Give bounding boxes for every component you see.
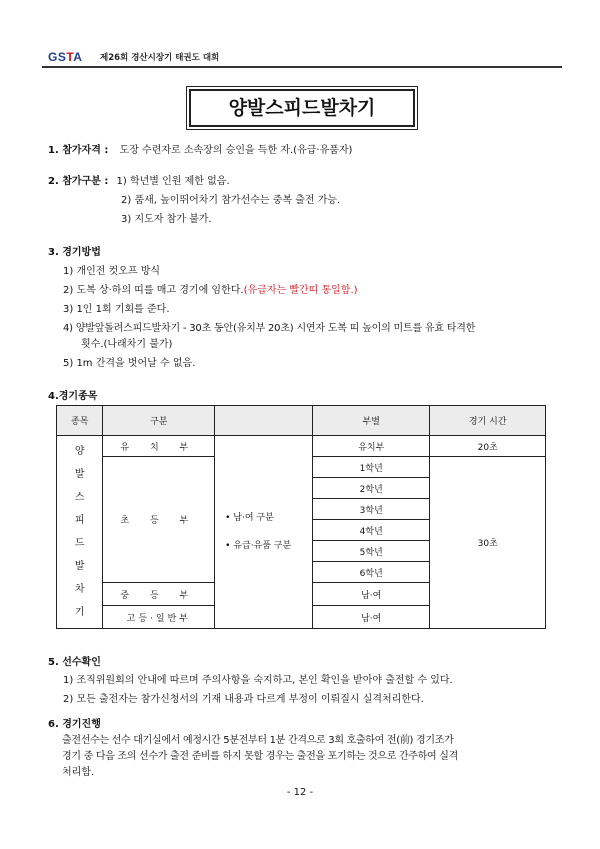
header-class: 부별 xyxy=(313,406,430,436)
grade-cell: 5학년 xyxy=(313,541,430,562)
event-char: 차 xyxy=(74,584,85,595)
division-middle: 중 등 부 xyxy=(103,583,215,606)
event-char: 피 xyxy=(74,515,85,526)
page-header xyxy=(42,44,562,70)
section-3-item-3: 3) 1인 1회 기회를 준다. xyxy=(63,304,170,315)
event-char: 발 xyxy=(74,469,85,480)
grade-cell: 유치부 xyxy=(313,436,430,457)
event-char: 스 xyxy=(74,492,85,503)
section-3-item-4-cont: 횟수.(나래차기 불가) xyxy=(81,339,173,350)
section-5-item-1: 1) 조직위원회의 안내에 따르며 주의사항을 숙지하고, 본인 확인을 받아야 출전할 수 있다. xyxy=(63,675,453,686)
division-notes xyxy=(215,436,313,629)
section-3-item-2 xyxy=(63,284,358,298)
grade-cell: 남·여 xyxy=(313,606,430,629)
event-char: 양 xyxy=(74,446,85,457)
event-name-cell xyxy=(57,436,103,629)
table-row xyxy=(57,436,546,457)
table-header-row xyxy=(57,406,546,436)
section-6-line-3: 처리함. xyxy=(62,767,95,778)
grade-cell: 3학년 xyxy=(313,499,430,520)
time-kinder: 20초 xyxy=(430,436,546,457)
division-high-general: 고등·일반부 xyxy=(103,606,215,629)
section-3-item-4: 4) 양발앞돌려스피드발차기 - 30초 동안(유치부 20초) 시연자 도복 띠 높이의 미트를 유효 타격한 xyxy=(63,323,476,334)
note-rank: • 유급·유품 구분 xyxy=(225,541,292,551)
gsta-logo: GSTA xyxy=(48,50,83,64)
section-6-label: 6. 경기진행 xyxy=(48,719,101,730)
header-rule xyxy=(42,66,562,68)
section-2-item-2: 2) 품새, 높이뛰어차기 참가선수는 중복 출전 가능. xyxy=(121,195,341,206)
grade-cell: 6학년 xyxy=(313,562,430,583)
section-5-item-2: 2) 모든 출전자는 참가신청서의 기재 내용과 다르게 부정이 이뤄질시 실격처리한다. xyxy=(63,694,424,705)
section-4-label: 4.경기종목 xyxy=(48,391,98,402)
section-1-label: 1. 참가자격 : xyxy=(48,145,109,156)
section-3-item-2-text: 2) 도복 상·하의 띠를 매고 경기에 임한다. xyxy=(63,285,244,296)
event-char: 발 xyxy=(74,561,85,572)
grade-cell: 2학년 xyxy=(313,478,430,499)
section-3-item-5: 5) 1m 간격을 벗어날 수 없음. xyxy=(63,358,196,369)
time-others: 30초 xyxy=(430,457,546,629)
section-1-text: 도장 수련자로 소속장의 승인을 득한 자.(유급·유품자) xyxy=(119,145,353,156)
grade-cell: 남·여 xyxy=(313,583,430,606)
grade-cell: 4학년 xyxy=(313,520,430,541)
grade-cell: 1학년 xyxy=(313,457,430,478)
section-6-line-2: 경기 중 다음 조의 선수가 출전 준비를 하지 못할 경우는 출전을 포기하는 것으로 간주하여 실격 xyxy=(62,751,458,762)
division-elementary: 초 등 부 xyxy=(103,457,215,583)
page-number: - 12 - xyxy=(286,787,314,798)
section-2-item-3: 3) 지도자 참가 불가. xyxy=(121,214,212,225)
event-table xyxy=(56,405,546,629)
section-2-item-1: 1) 학년별 인원 제한 없음. xyxy=(116,176,230,187)
event-title: 제26회 경산시장기 태권도 대회 xyxy=(100,53,220,63)
division-kinder: 유 치 부 xyxy=(103,436,215,457)
header-time: 경기 시간 xyxy=(430,406,546,436)
section-1 xyxy=(48,144,352,158)
section-3-label: 3. 경기방법 xyxy=(48,247,101,258)
section-5-label: 5. 선수확인 xyxy=(48,657,101,668)
section-3-item-2-note: (유급자는 빨간띠 통일함.) xyxy=(243,285,358,296)
section-2 xyxy=(48,175,230,189)
event-char: 드 xyxy=(74,538,85,549)
header-class-spacer xyxy=(215,406,313,436)
event-char: 기 xyxy=(74,607,85,618)
section-6-line-1: 출전선수는 선수 대기실에서 예정시간 5분전부터 1분 간격으로 3회 호출하여 전(前) 경기조가 xyxy=(62,735,454,746)
header-event: 종목 xyxy=(57,406,103,436)
note-gender: • 남·여 구분 xyxy=(225,513,274,523)
header-division: 구분 xyxy=(103,406,215,436)
section-2-label: 2. 참가구분 : xyxy=(48,176,109,187)
section-3-item-1: 1) 개인전 컷오프 방식 xyxy=(63,266,161,277)
page-title: 양발스피드발차기 xyxy=(189,89,415,127)
